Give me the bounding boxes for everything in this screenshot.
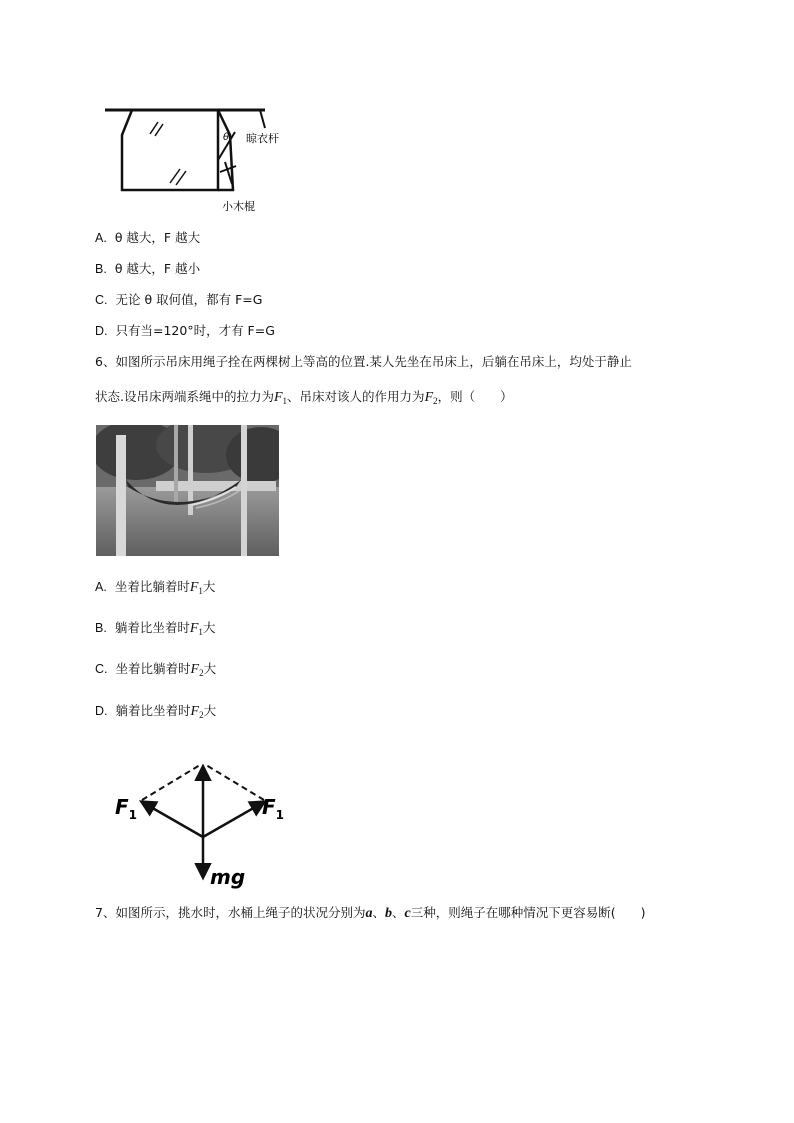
q6-stem-line1: 6、如图所示吊床用绳子拴在两棵树上等高的位置.某人先坐在吊床上，后躺在吊床上，均处于静止 (95, 354, 632, 369)
q5-option-d[interactable]: D. 只有当=120°时，才有 F=G (95, 323, 275, 338)
clothes-pole-diagram (100, 100, 300, 215)
q5-option-c[interactable]: C. 无论 θ 取何值，都有 F=G (95, 292, 263, 307)
theta-label: θ (223, 132, 230, 143)
small-stick-label: 小木棍 (222, 200, 255, 213)
hammock-photo (96, 425, 279, 556)
q6-option-b[interactable]: B. 躺着比坐着时$F_1$大 (95, 620, 216, 637)
var-f2: $F_2$ (424, 390, 438, 406)
force-diagram (110, 752, 300, 892)
q6-stem-line2: 状态.设吊床两端系绳中的拉力为$F_1$、吊床对该人的作用力为$F_2$，则（ ） (95, 389, 513, 406)
q7-stem: 7、如图所示，挑水时，水桶上绳子的状况分别为a、b、c三种，则绳子在哪种情况下更容易断( ) (95, 905, 646, 921)
q5-option-b[interactable]: B. θ 越大，F 越小 (95, 261, 201, 276)
var-f1: $F_1$ (273, 390, 288, 406)
clothes-pole-label: 晾衣杆 (246, 132, 279, 145)
q6-option-d[interactable]: D. 躺着比坐着时$F_2$大 (95, 703, 217, 720)
q6-option-a[interactable]: A. 坐着比躺着时$F_1$大 (95, 579, 216, 596)
q5-option-a[interactable]: A. θ 越大，F 越大 (95, 230, 201, 245)
mg-label: mg (210, 865, 246, 889)
f1-left-label: $F_1$ (115, 795, 138, 822)
q6-option-c[interactable]: C. 坐着比躺着时$F_2$大 (95, 661, 217, 678)
f1-right-label: $F_1$ (262, 795, 285, 822)
